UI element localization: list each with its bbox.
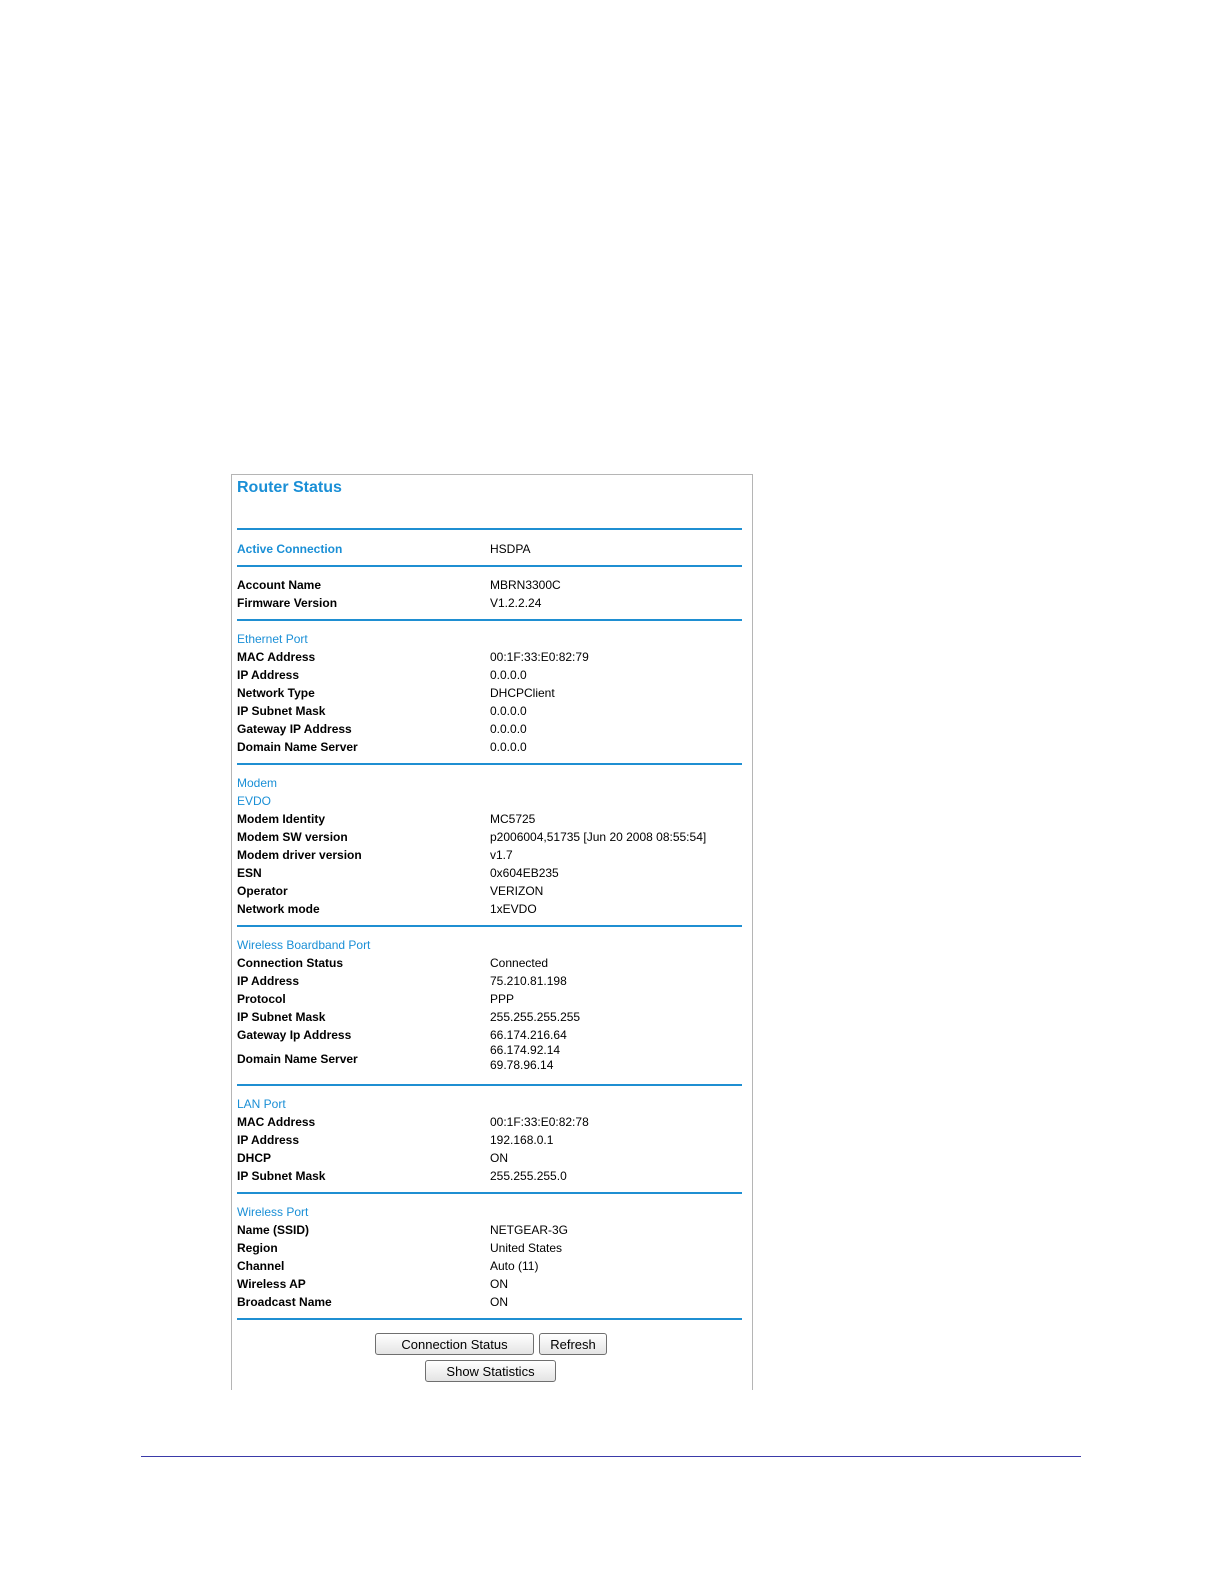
data-row [237, 1221, 742, 1239]
row-label: Network mode [237, 902, 320, 916]
data-row [237, 738, 742, 756]
row-value: MC5725 [490, 812, 536, 826]
row-label: MAC Address [237, 650, 316, 664]
row-label: Gateway Ip Address [237, 1028, 352, 1042]
row-value: 0.0.0.0 [490, 740, 527, 754]
active-connection-label: Active Connection [237, 542, 343, 556]
row-value: 0.0.0.0 [490, 668, 527, 682]
data-row [237, 1239, 742, 1257]
row-label: Modem SW version [237, 830, 348, 844]
row-label: DHCP [237, 1151, 272, 1165]
active-connection-value: HSDPA [490, 542, 531, 556]
row-value: 0.0.0.0 [490, 722, 527, 736]
section-heading: Modem [237, 776, 278, 790]
row-label: IP Subnet Mask [237, 1010, 326, 1024]
divider [237, 528, 742, 530]
data-row [237, 900, 742, 918]
row-value: 255.255.255.255 [490, 1010, 581, 1024]
data-row [237, 720, 742, 738]
data-row [237, 666, 742, 684]
row-label: Channel [237, 1259, 285, 1273]
row-label: IP Address [237, 974, 300, 988]
row-value: 0x604EB235 [490, 866, 559, 880]
row-label: Domain Name Server [237, 1052, 358, 1066]
divider [237, 763, 742, 765]
divider [237, 925, 742, 927]
evdo-subheading [237, 792, 742, 810]
connection-status-button[interactable]: Connection Status [375, 1333, 534, 1355]
row-value: 66.174.216.64 [490, 1028, 567, 1042]
data-row [237, 702, 742, 720]
row-label: Modem Identity [237, 812, 326, 826]
row-label: Network Type [237, 686, 315, 700]
wireless-broadband-heading [237, 936, 742, 954]
dns-primary: 66.174.92.14 [490, 1043, 561, 1057]
data-row [237, 864, 742, 882]
active-connection-row [237, 540, 742, 558]
row-label: IP Subnet Mask [237, 704, 326, 718]
row-value: 192.168.0.1 [490, 1133, 554, 1147]
row-value: v1.7 [490, 848, 513, 862]
row-value: ON [490, 1277, 508, 1291]
footer-divider [141, 1456, 1081, 1457]
dns-secondary: 69.78.96.14 [490, 1058, 554, 1072]
page-title: Router Status [237, 479, 342, 496]
data-row [237, 1113, 742, 1131]
data-row [237, 954, 742, 972]
divider [237, 565, 742, 567]
row-label: IP Address [237, 1133, 300, 1147]
row-label: Connection Status [237, 956, 344, 970]
data-row [237, 846, 742, 864]
row-label: Firmware Version [237, 596, 338, 610]
row-value: MBRN3300C [490, 578, 561, 592]
data-row [237, 1167, 742, 1185]
row-label: IP Address [237, 668, 300, 682]
divider [237, 1084, 742, 1086]
modem-heading [237, 774, 742, 792]
row-value: 1xEVDO [490, 902, 537, 916]
data-row [237, 882, 742, 900]
divider [237, 1192, 742, 1194]
firmware-version-row [237, 594, 742, 612]
divider [237, 1318, 742, 1320]
wireless-port-heading [237, 1203, 742, 1221]
data-row [237, 1275, 742, 1293]
data-row [237, 810, 742, 828]
ethernet-port-heading [237, 630, 742, 648]
row-value: V1.2.2.24 [490, 596, 542, 610]
data-row [237, 1008, 742, 1026]
show-statistics-button[interactable]: Show Statistics [425, 1360, 556, 1382]
row-value: 0.0.0.0 [490, 704, 527, 718]
row-label: IP Subnet Mask [237, 1169, 326, 1183]
row-label: MAC Address [237, 1115, 316, 1129]
row-value: ON [490, 1151, 508, 1165]
row-label: Wireless AP [237, 1277, 306, 1291]
row-value: NETGEAR-3G [490, 1223, 569, 1237]
row-label: Modem driver version [237, 848, 362, 862]
dns-row [237, 1043, 742, 1075]
row-value: VERIZON [490, 884, 544, 898]
row-value: 00:1F:33:E0:82:79 [490, 650, 589, 664]
row-value: 00:1F:33:E0:82:78 [490, 1115, 589, 1129]
refresh-button[interactable]: Refresh [539, 1333, 607, 1355]
row-value: Connected [490, 956, 549, 970]
row-label: Name (SSID) [237, 1223, 310, 1237]
divider [237, 619, 742, 621]
router-status-panel [231, 474, 753, 1390]
row-label: Account Name [237, 578, 322, 592]
row-label: Gateway IP Address [237, 722, 352, 736]
row-label: Region [237, 1241, 278, 1255]
data-row [237, 990, 742, 1008]
data-row [237, 1026, 742, 1044]
row-label: Domain Name Server [237, 740, 358, 754]
row-label: Operator [237, 884, 288, 898]
row-value: PPP [490, 992, 515, 1006]
row-value: DHCPClient [490, 686, 555, 700]
section-heading: LAN Port [237, 1097, 286, 1111]
row-value: ON [490, 1295, 508, 1309]
row-label: ESN [237, 866, 262, 880]
data-row [237, 1257, 742, 1275]
account-name-row [237, 576, 742, 594]
row-value: Auto (11) [490, 1259, 539, 1273]
row-label: Protocol [237, 992, 286, 1006]
lan-port-heading [237, 1095, 742, 1113]
data-row [237, 972, 742, 990]
row-value: p2006004,51735 [Jun 20 2008 08:55:54] [490, 830, 707, 844]
row-value [490, 1043, 560, 1073]
data-row [237, 1131, 742, 1149]
data-row [237, 648, 742, 666]
data-row [237, 1149, 742, 1167]
row-value: United States [490, 1241, 563, 1255]
section-heading: Ethernet Port [237, 632, 308, 646]
section-subheading: EVDO [237, 794, 272, 808]
data-row [237, 1293, 742, 1311]
data-row [237, 828, 742, 846]
row-label: Broadcast Name [237, 1295, 332, 1309]
section-heading: Wireless Boardband Port [237, 938, 371, 952]
row-value: 75.210.81.198 [490, 974, 567, 988]
row-value: 255.255.255.0 [490, 1169, 567, 1183]
data-row [237, 684, 742, 702]
section-heading: Wireless Port [237, 1205, 309, 1219]
